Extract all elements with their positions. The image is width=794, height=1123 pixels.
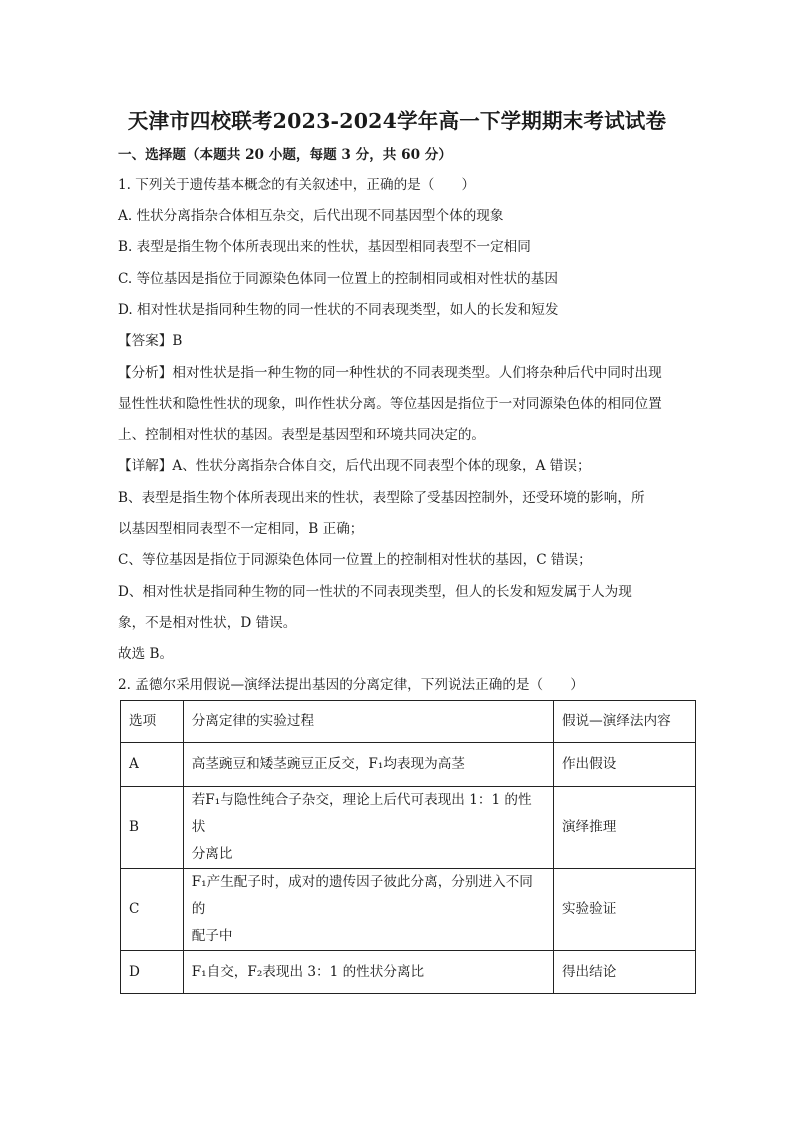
q1-detail-line: D、相对性状是指同种生物的同一性状的不同表现类型，但人的长发和短发属于人为现: [118, 584, 632, 600]
q1-option-b: B. 表型是指生物个体所表现出来的性状，基因型相同表型不一定相同: [118, 239, 531, 255]
table-header-cell: 选项: [121, 701, 184, 743]
page-title: 天津市四校联考2023-2024学年高一下学期期末考试试卷: [127, 109, 667, 133]
process-text: 分离比: [191, 846, 233, 862]
q1-analysis-line: 【分析】相对性状是指一种生物的同一种性状的不同表现类型。人们将杂种后代中同时出现: [118, 365, 662, 381]
table-cell-option: A: [121, 743, 184, 787]
table-cell-process: [183, 787, 553, 869]
process-text: 若F₁与隐性纯合子杂交，理论上后代可表现出 1：1 的性状: [191, 792, 532, 835]
q1-option-d: D. 相对性状是指同种生物的同一性状的不同表现类型，如人的长发和短发: [118, 302, 559, 318]
q1-detail-line: B、表型是指生物个体所表现出来的性状，表型除了受基因控制外，还受环境的影响，所: [118, 490, 645, 506]
table-cell-content: 实验验证: [553, 869, 695, 951]
q1-detail-line: 象，不是相对性状，D 错误。: [118, 615, 297, 631]
table-cell-process: [183, 743, 553, 787]
q1-detail-line: 【详解】A、性状分离指杂合体自交，后代出现不同表型个体的现象，A 错误；: [118, 458, 591, 474]
table-cell-process: [183, 869, 553, 951]
q1-analysis-line: 上、控制相对性状的基因。表型是基因型和环境共同决定的。: [118, 427, 486, 443]
table-cell-option: C: [121, 869, 184, 951]
table-cell-process: [183, 951, 553, 994]
q2-stem: 2. 孟德尔采用假说—演绎法提出基因的分离定律，下列说法正确的是（ ）: [118, 677, 584, 693]
process-text: 配子中: [191, 928, 233, 944]
q2-table: [120, 700, 696, 994]
table-header-cell: 分离定律的实验过程: [183, 701, 553, 743]
table-row: [121, 787, 696, 869]
table-cell-option: D: [121, 951, 184, 994]
process-text: F₁产生配子时，成对的遗传因子彼此分离，分别进入不同的: [191, 874, 533, 917]
process-text: 高茎豌豆和矮茎豌豆正反交，F₁均表现为高茎: [191, 756, 465, 772]
section-heading: 一、选择题（本题共 20 小题，每题 3 分，共 60 分）: [118, 147, 452, 163]
table-row: [121, 869, 696, 951]
table-header-cell: 假说—演绎法内容: [553, 701, 695, 743]
q1-detail-line: C、等位基因是指位于同源染色体同一位置上的控制相对性状的基因，C 错误；: [118, 552, 592, 568]
q1-conclusion: 故选 B。: [118, 646, 174, 662]
q1-stem: 1. 下列关于遗传基本概念的有关叙述中，正确的是（ ）: [118, 177, 476, 193]
table-cell-content: 得出结论: [553, 951, 695, 994]
table-cell-content: 作出假设: [553, 743, 695, 787]
q1-option-a: A. 性状分离指杂合体相互杂交，后代出现不同基因型个体的现象: [118, 208, 504, 224]
table-cell-option: B: [121, 787, 184, 869]
q1-detail-line: 以基因型相同表型不一定相同，B 正确；: [118, 521, 364, 537]
table-cell-content: 演绎推理: [553, 787, 695, 869]
q1-answer: 【答案】B: [118, 333, 183, 349]
table-header-row: [121, 701, 696, 743]
table-row: [121, 951, 696, 994]
table-row: [121, 743, 696, 787]
q1-analysis-line: 显性性状和隐性性状的现象，叫作性状分离。等位基因是指位于一对同源染色体的相同位置: [118, 396, 662, 412]
process-text: F₁自交，F₂表现出 3：1 的性状分离比: [191, 963, 425, 980]
q1-option-c: C. 等位基因是指位于同源染色体同一位置上的控制相同或相对性状的基因: [118, 271, 558, 287]
